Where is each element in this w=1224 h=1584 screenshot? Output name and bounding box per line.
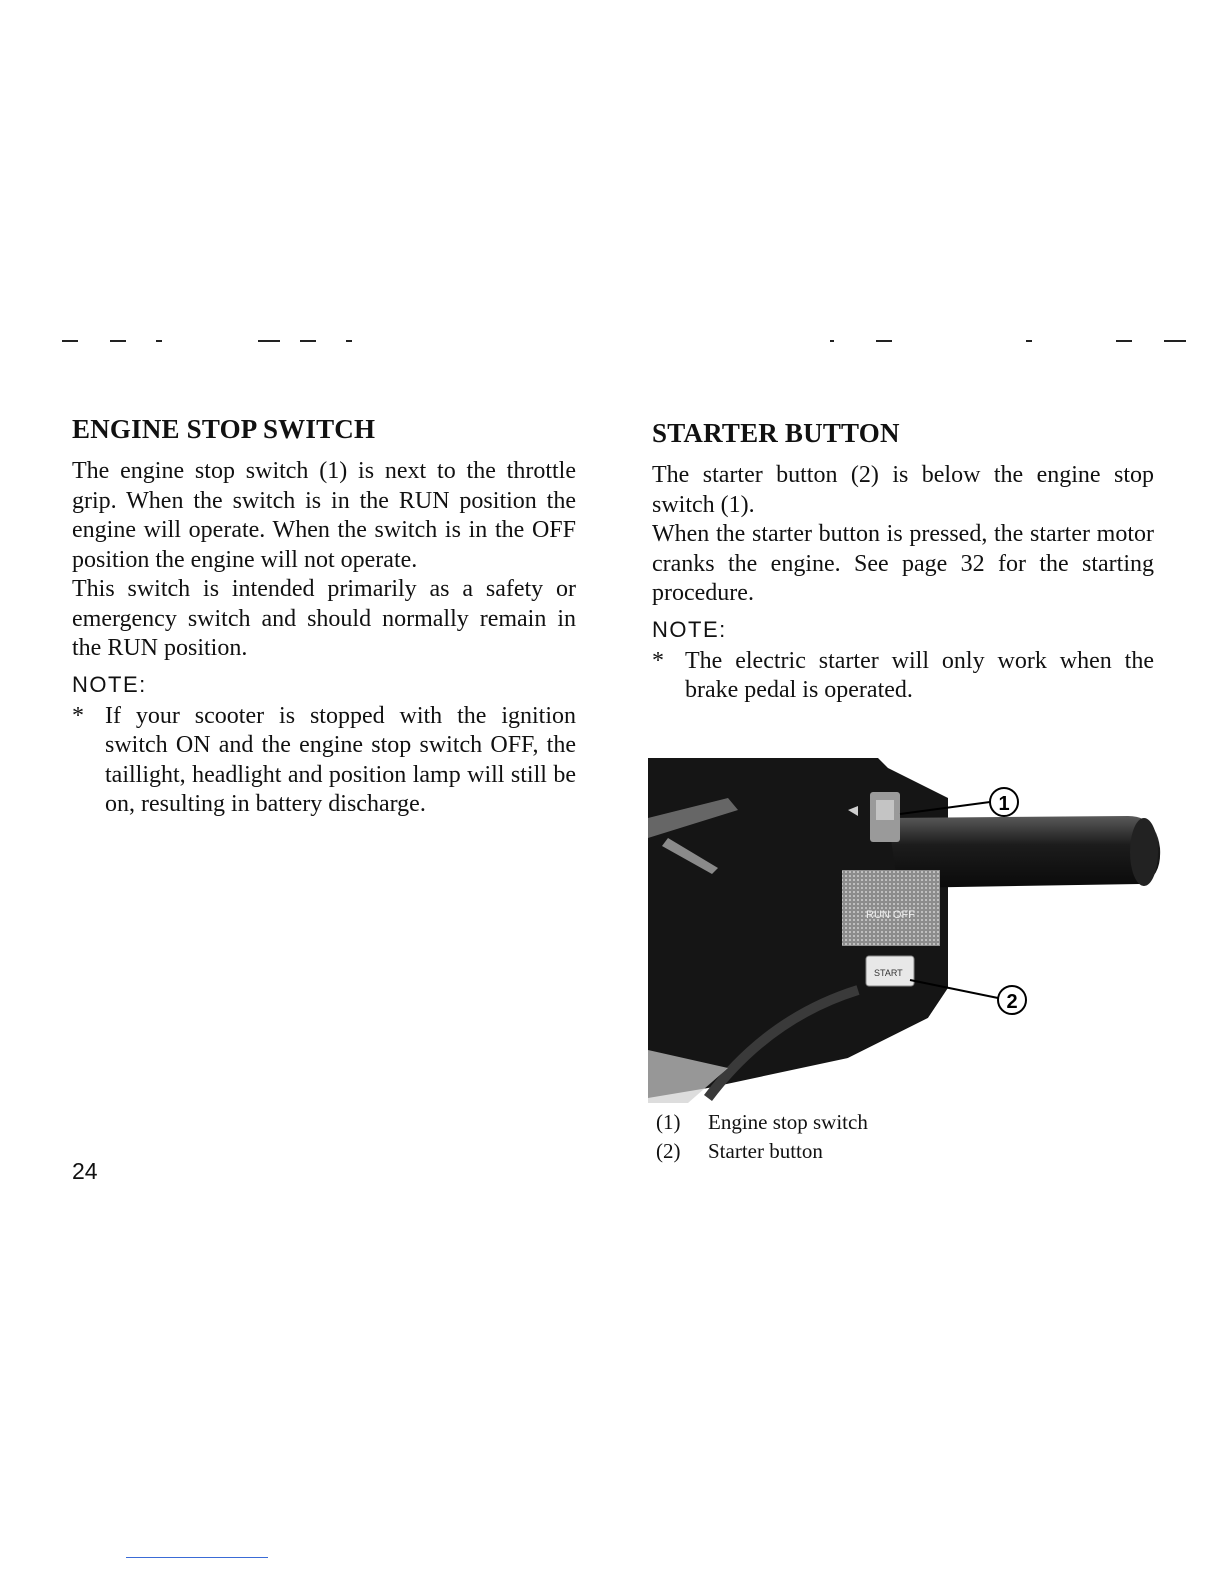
callout-number-2: 2 <box>1006 991 1018 1013</box>
note-label: NOTE: <box>652 616 727 642</box>
header-rule-dash <box>830 340 834 342</box>
caption-text: Engine stop switch <box>708 1110 868 1134</box>
header-rule-dash <box>876 340 892 342</box>
starter-paragraph-2: When the starter button is pressed, the starter motor cranks the engine. See page 32 for the starting procedure. <box>652 521 1154 606</box>
header-rule-dash <box>110 340 126 342</box>
header-rule-dash <box>1026 340 1032 342</box>
starter-paragraph-1: The starter button (2) is below the engine stop switch (1). <box>652 462 1154 518</box>
header-rule-dash <box>300 340 316 342</box>
left-column <box>72 414 576 820</box>
caption-text: Starter button <box>708 1139 823 1163</box>
header-rule-dash <box>1164 340 1186 342</box>
header-rule-dash <box>156 340 162 342</box>
caption-number: (2) <box>656 1139 681 1163</box>
figure-captions <box>656 1108 868 1166</box>
note-asterisk: * <box>652 647 664 674</box>
section-heading-engine-stop-switch: ENGINE STOP SWITCH <box>72 414 376 444</box>
caption-number: (1) <box>656 1110 681 1134</box>
note-asterisk: * <box>72 702 84 729</box>
caption-item <box>656 1108 868 1137</box>
switch-label-plate <box>842 870 940 946</box>
header-rule-dash <box>346 340 352 342</box>
engine-stop-paragraph-2: This switch is intended primarily as a safety or emergency switch and should normally remain in the RUN position. <box>72 576 576 661</box>
handlebar-photo <box>648 758 1168 1103</box>
engine-stop-paragraph-1: The engine stop switch (1) is next to the throttle grip. When the switch is in the RUN position the engine will operate. When the switch is in the OFF position the engine will not operate. <box>72 458 576 573</box>
callout-number-1: 1 <box>998 793 1010 815</box>
note-text: The electric starter will only work when the brake pedal is operated. <box>685 647 1154 703</box>
page-number: 24 <box>72 1158 98 1184</box>
starter-button-text: START <box>874 968 903 978</box>
header-rule-dash <box>62 340 78 342</box>
switch-label-text: RUN OFF <box>866 909 915 921</box>
note-label: NOTE: <box>72 671 147 697</box>
note-item <box>652 647 1154 706</box>
caption-item <box>656 1137 868 1166</box>
bottom-rule <box>126 1557 268 1558</box>
note-item <box>72 702 576 820</box>
section-heading-starter-button: STARTER BUTTON <box>652 418 900 448</box>
handlebar-illustration <box>648 758 1168 1103</box>
header-rule-dash <box>1116 340 1132 342</box>
right-column <box>652 418 1154 706</box>
note-text: If your scooter is stopped with the ignition switch ON and the engine stop switch OFF, the taillight, headlight and position lamp will still be on, resulting in battery discharge. <box>105 702 576 817</box>
header-rule-dash <box>258 340 280 342</box>
